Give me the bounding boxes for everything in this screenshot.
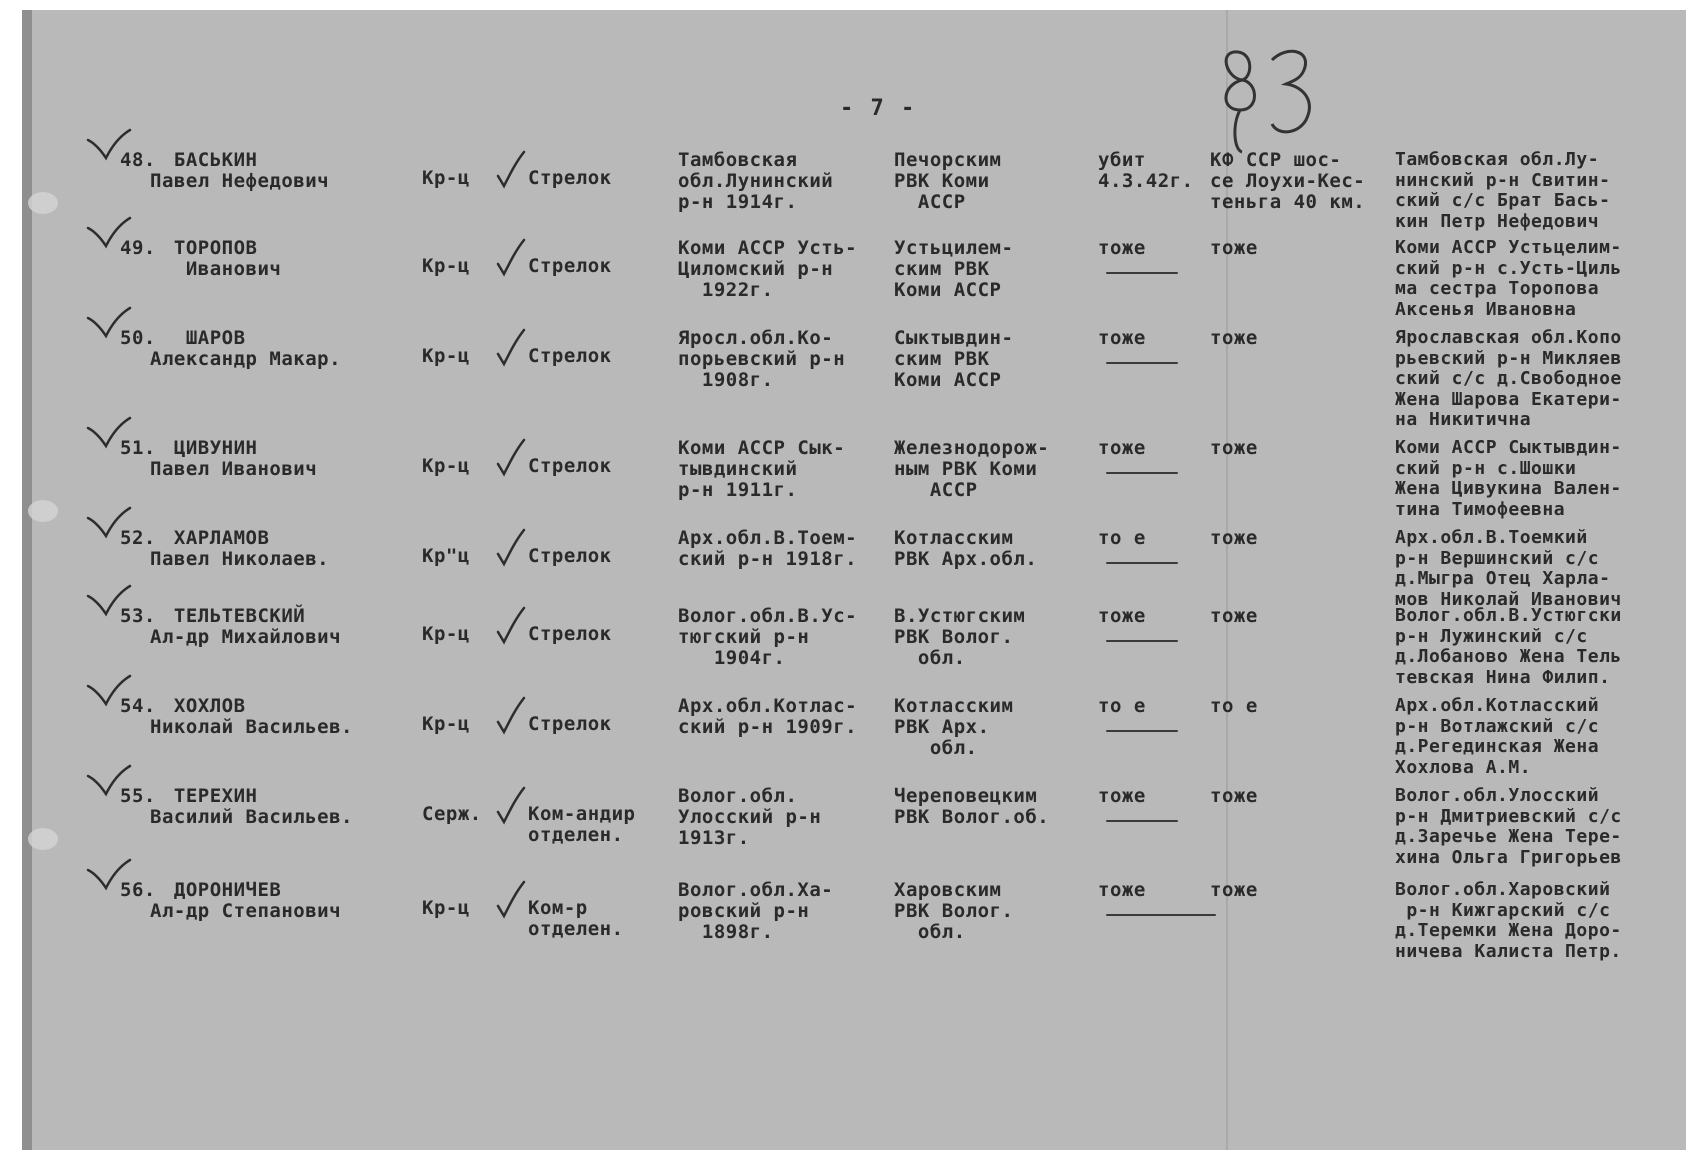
date-of-loss: тоже [1098,237,1146,259]
position-check-mark [494,150,528,190]
draft-office: Устьцилем- ским РВК Коми АССР [894,237,1014,301]
birth-place: Яросл.обл.Ко- порьевский р-н 1908г. [678,327,846,391]
relative-info: Тамбовская обл.Лу- нинский р-н Свитин- ский с/с Брат Бась- кин Петр Нефедович [1395,149,1611,232]
burial-place: тоже [1210,237,1258,259]
burial-place: КФ ССР шос- се Лоухи-Кес- теньга 40 км. [1210,149,1366,213]
burial-place: тоже [1210,785,1258,807]
pencil-underline [1106,472,1178,474]
relative-info: Арх.обл.В.Тоемкий р-н Вершинский с/с д.Мыгра Отец Харла- мов Николай Иванович [1395,527,1622,610]
draft-office: Котласским РВК Арх.обл. [894,527,1038,570]
date-of-loss: то е [1098,695,1146,717]
position: Ком-р отделен. [528,897,624,940]
soldier-name: БАСЬКИН Павел Нефедович [150,149,330,192]
margin-check-mark [84,506,134,546]
burial-place: тоже [1210,605,1258,627]
rank: Кр-ц [422,255,470,277]
soldier-name: ХОХЛОВ Николай Васильев. [150,695,353,738]
draft-office: Сыктывдин- ским РВК Коми АССР [894,327,1014,391]
draft-office: В.Устюгским РВК Волог. обл. [894,605,1026,669]
draft-office: Железнодорож- ным РВК Коми АССР [894,437,1050,501]
burial-place: тоже [1210,437,1258,459]
margin-check-mark [84,128,134,168]
pencil-underline [1106,362,1178,364]
rank: Кр-ц [422,713,470,735]
burial-place: тоже [1210,879,1258,901]
draft-office: Череповецким РВК Волог.об. [894,785,1050,828]
entry-number: 48. [120,149,156,171]
margin-check-mark [84,764,134,804]
soldier-name: ТОРОПОВ Иванович [173,237,282,280]
pencil-underline [1106,730,1178,732]
soldier-name: ДОРОНИЧЕВ Ал-др Степанович [150,879,342,922]
position: Стрелок [528,545,612,567]
margin-check-mark [84,216,134,256]
rank: Кр-ц [422,897,470,919]
date-of-loss: убит 4.3.42г. [1098,149,1194,192]
margin-check-mark [84,416,134,456]
birth-place: Тамбовская обл.Лунинский р-н 1914г. [678,149,834,213]
burial-place: то е [1210,695,1258,717]
burial-place: тоже [1210,527,1258,549]
pencil-underline [1106,820,1178,822]
archive-number-handwritten [1212,40,1322,160]
margin-check-mark [84,584,134,624]
relative-info: Ярославская обл.Копо рьевский р-н Микляев ский с/с д.Свободное Жена Шарова Екатери- на Никитична [1395,327,1622,430]
position: Стрелок [528,713,612,735]
birth-place: Арх.обл.В.Тоем- ский р-н 1918г. [678,527,858,570]
position: Ком-андир отделен. [528,803,636,846]
relative-info: Волог.обл.Харовский р-н Кижгарский с/с д.Теремки Жена Доро- ничева Калиста Петр. [1395,879,1622,962]
date-of-loss: тоже [1098,437,1146,459]
soldier-name: ХАРЛАМОВ Павел Николаев. [150,527,330,570]
position-check-mark [494,880,528,920]
rank: Кр-ц [422,455,470,477]
position: Стрелок [528,345,612,367]
date-of-loss: то е [1098,527,1146,549]
pencil-underline [1106,640,1178,642]
birth-place: Арх.обл.Котлас- ский р-н 1909г. [678,695,858,738]
draft-office: Харовским РВК Волог. обл. [894,879,1014,943]
entry-number: 53. [120,605,156,627]
entry-number: 55. [120,785,156,807]
rank: Кр-ц [422,623,470,645]
birth-place: Волог.обл.В.Ус- тюгский р-н 1904г. [678,605,858,669]
position: Стрелок [528,455,612,477]
pencil-underline [1106,914,1216,916]
punch-hole [28,192,58,214]
burial-place: тоже [1210,327,1258,349]
position: Стрелок [528,255,612,277]
birth-place: Коми АССР Усть- Циломский р-н 1922г. [678,237,858,301]
punch-hole [28,500,58,522]
margin-check-mark [84,858,134,898]
position-check-mark [494,328,528,368]
birth-place: Волог.обл.Ха- ровский р-н 1898г. [678,879,834,943]
draft-office: Печорским РВК Коми АССР [894,149,1002,213]
margin-check-mark [84,306,134,346]
draft-office: Котласским РВК Арх. обл. [894,695,1014,759]
entry-number: 54. [120,695,156,717]
position-check-mark [494,606,528,646]
pencil-underline [1106,272,1178,274]
position-check-mark [494,696,528,736]
position: Стрелок [528,167,612,189]
rank: Кр"ц [422,545,470,567]
position-check-mark [494,238,528,278]
soldier-name: ТЕЛЬТЕВСКИЙ Ал-др Михайлович [150,605,342,648]
page-number: - 7 - [840,96,917,121]
rank: Кр-ц [422,345,470,367]
entry-number: 51. [120,437,156,459]
birth-place: Коми АССР Сык- тывдинский р-н 1911г. [678,437,846,501]
soldier-name: ТЕРЕХИН Василий Васильев. [150,785,353,828]
rank: Кр-ц [422,167,470,189]
entry-number: 52. [120,527,156,549]
relative-info: Волог.обл.В.Устюгски р-н Лужинский с/с д.Лобаново Жена Тель тевская Нина Филип. [1395,605,1622,688]
date-of-loss: тоже [1098,879,1146,901]
entry-number: 49. [120,237,156,259]
position-check-mark [494,438,528,478]
position-check-mark [494,528,528,568]
pencil-underline [1106,562,1178,564]
soldier-name: ШАРОВ Александр Макар. [150,327,342,370]
birth-place: Волог.обл. Улосский р-н 1913г. [678,785,822,849]
document-sheet [22,10,1686,1150]
date-of-loss: тоже [1098,785,1146,807]
entry-number: 50. [120,327,156,349]
position: Стрелок [528,623,612,645]
date-of-loss: тоже [1098,605,1146,627]
date-of-loss: тоже [1098,327,1146,349]
punch-hole [28,828,58,850]
margin-check-mark [84,674,134,714]
relative-info: Арх.обл.Котласский р-н Вотлажский с/с д.Регединская Жена Хохлова А.М. [1395,695,1600,778]
rank: Серж. [422,803,482,825]
soldier-name: ЦИВУНИН Павел Иванович [150,437,318,480]
relative-info: Волог.обл.Улосский р-н Дмитриевский с/с д.Заречье Жена Тере- хина Ольга Григорьев [1395,785,1622,868]
relative-info: Коми АССР Устьцелим- ский р-н с.Усть-Циль ма сестра Торопова Аксенья Ивановна [1395,237,1622,320]
entry-number: 56. [120,879,156,901]
position-check-mark [494,786,528,826]
relative-info: Коми АССР Сыктывдин- ский р-н с.Шошки Жена Цивукина Вален- тина Тимофеевна [1395,437,1622,520]
